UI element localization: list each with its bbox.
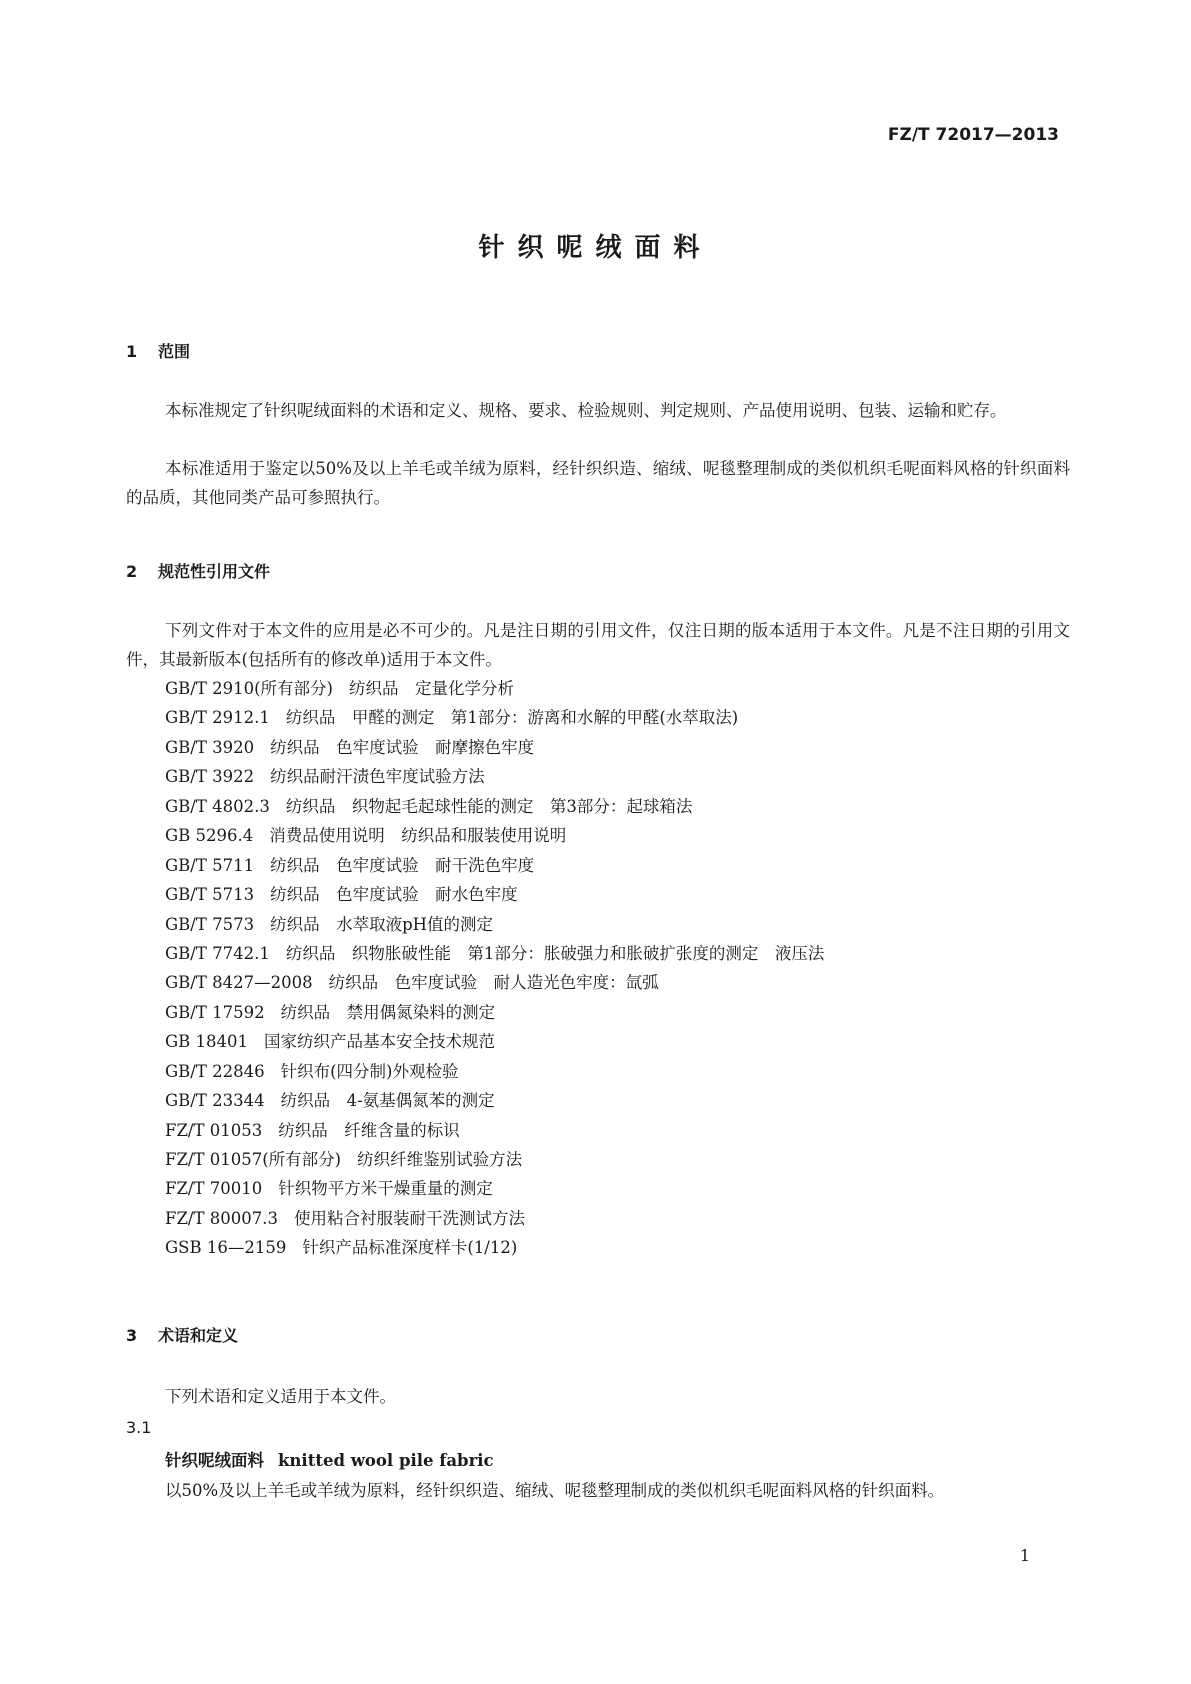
reference-title: 纺织品耐汗渍色牢度试验方法: [270, 767, 485, 787]
reference-code: GB/T 3922: [165, 767, 255, 787]
reference-title: 纺织品 织物胀破性能 第1部分：胀破强力和胀破扩张度的测定 液压法: [285, 943, 825, 963]
reference-item: [165, 733, 824, 762]
standard-code: FZ/T 72017—2013: [887, 125, 1059, 145]
reference-item: [165, 910, 824, 939]
reference-title: 纺织品 水萃取液pH值的测定: [270, 914, 494, 934]
reference-item: [165, 998, 824, 1027]
reference-title: 纺织品 4-氨基偶氮苯的测定: [280, 1091, 495, 1111]
reference-title: 纺织品 色牢度试验 耐摩擦色牢度: [270, 737, 535, 757]
reference-code: GB/T 8427—2008: [165, 973, 313, 993]
section-number: 2: [126, 562, 138, 581]
reference-title: 消费品使用说明 纺织品和服装使用说明: [269, 826, 567, 846]
scope-paragraph-2: 本标准适用于鉴定以50%及以上羊毛或羊绒为原料，经针织织造、缩绒、呢毯整理制成的类似机织毛呢面料风格的针织面料的品质，其他同类产品可参照执行。: [126, 459, 1070, 507]
reference-title: 纺织品 色牢度试验 耐干洗色牢度: [270, 855, 535, 875]
term-chinese: 针织呢绒面料: [165, 1451, 264, 1470]
reference-code: GB/T 4802.3: [165, 796, 270, 816]
reference-title: 国家纺织产品基本安全技术规范: [264, 1032, 496, 1052]
reference-title: 纺织纤维鉴别试验方法: [357, 1150, 523, 1169]
page-number: 1: [1019, 1546, 1030, 1565]
clause-number: 3.1: [126, 1418, 152, 1437]
reference-title: 针织布(四分制)外观检验: [280, 1061, 459, 1081]
reference-code: GSB 16—2159: [165, 1238, 287, 1258]
reference-code: GB/T 22846: [165, 1061, 265, 1081]
reference-title: 纺织品 纤维含量的标识: [278, 1120, 460, 1140]
reference-item: [165, 703, 824, 732]
reference-title: 针织物平方米干燥重量的测定: [278, 1179, 493, 1199]
section-number: 3: [126, 1326, 138, 1345]
scope-paragraph-1: 本标准规定了针织呢绒面料的术语和定义、规格、要求、检验规则、判定规则、产品使用说明、包装、运输和贮存。: [165, 401, 1007, 420]
reference-title: 使用粘合衬服装耐干洗测试方法: [293, 1208, 525, 1228]
reference-code: GB/T 7742.1: [165, 943, 270, 963]
section-heading-terms: [126, 1323, 238, 1346]
reference-code: FZ/T 01053: [165, 1120, 263, 1140]
reference-title: 纺织品 定量化学分析: [348, 679, 514, 698]
section-heading-normative-refs: [126, 559, 270, 582]
reference-title: 纺织品 色牢度试验 耐人造光色牢度：氙弧: [328, 973, 659, 993]
reference-code: GB/T 5713: [165, 885, 255, 905]
term-english: knitted wool pile fabric: [278, 1451, 494, 1470]
normative-refs-intro: 下列文件对于本文件的应用是必不可少的。凡是注日期的引用文件，仅注日期的版本适用于本文件。凡是不注日期的引用文件，其最新版本(包括所有的修改单)适用于本文件。: [126, 621, 1070, 669]
reference-code: GB/T 23344: [165, 1091, 265, 1111]
reference-list: [165, 674, 824, 1263]
reference-item: [165, 674, 824, 703]
reference-item: [165, 1057, 824, 1086]
reference-code: GB/T 2910(所有部分): [165, 679, 333, 698]
reference-code: GB/T 3920: [165, 737, 255, 757]
reference-item: [165, 1116, 824, 1145]
reference-title: 纺织品 甲醛的测定 第1部分：游离和水解的甲醛(水萃取法): [285, 708, 739, 728]
reference-item: [165, 1027, 824, 1056]
reference-code: FZ/T 01057(所有部分): [165, 1150, 342, 1169]
reference-item: [165, 1233, 824, 1262]
term-entry: [165, 1447, 494, 1471]
reference-title: 纺织品 织物起毛起球性能的测定 第3部分：起球箱法: [285, 796, 693, 816]
reference-code: GB 5296.4: [165, 826, 254, 846]
reference-code: FZ/T 70010: [165, 1179, 263, 1199]
reference-item: [165, 821, 824, 850]
reference-code: GB/T 7573: [165, 914, 255, 934]
reference-item: [165, 1145, 824, 1174]
reference-code: GB/T 2912.1: [165, 708, 270, 728]
reference-item: [165, 939, 824, 968]
term-definition: 以50%及以上羊毛或羊绒为原料，经针织织造、缩绒、呢毯整理制成的类似机织毛呢面料风格的针织面料。: [165, 1481, 945, 1500]
reference-item: [165, 1174, 824, 1203]
reference-title: 纺织品 禁用偶氮染料的测定: [280, 1002, 496, 1022]
reference-item: [165, 1086, 824, 1115]
terms-intro: 下列术语和定义适用于本文件。: [165, 1387, 396, 1406]
reference-code: FZ/T 80007.3: [165, 1208, 278, 1228]
reference-item: [165, 851, 824, 880]
section-heading-scope: [126, 339, 190, 362]
reference-item: [165, 968, 824, 997]
reference-code: GB/T 5711: [165, 855, 255, 875]
section-number: 1: [126, 342, 138, 361]
reference-title: 针织产品标准深度样卡(1/12): [302, 1238, 518, 1258]
reference-code: GB 18401: [165, 1032, 249, 1052]
section-title: 规范性引用文件: [158, 562, 271, 581]
section-title: 术语和定义: [158, 1326, 239, 1345]
section-title: 范围: [158, 342, 191, 361]
reference-item: [165, 880, 824, 909]
document-title: 针织呢绒面料: [478, 233, 713, 263]
reference-item: [165, 762, 824, 791]
reference-item: [165, 792, 824, 821]
reference-title: 纺织品 色牢度试验 耐水色牢度: [270, 885, 518, 905]
reference-item: [165, 1204, 824, 1233]
reference-code: GB/T 17592: [165, 1002, 265, 1022]
